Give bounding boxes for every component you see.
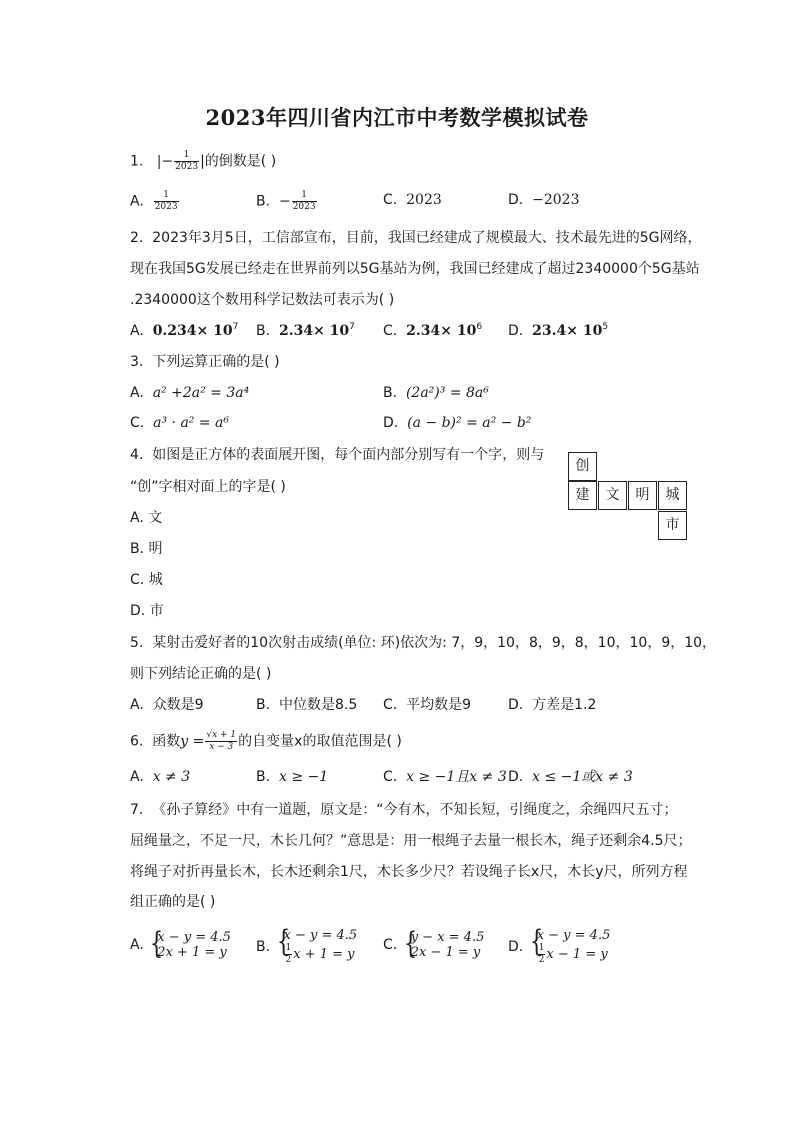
net-face-chuang: 创	[568, 452, 597, 481]
q3-option-d: D. (a − b)² = a² − b²	[383, 415, 532, 431]
q7-option-b: B. { x − y = 4.5 $\frac{1}{2}$ x + 1 = y	[256, 928, 357, 966]
q7-option-a: A. { x − y = 4.5 2x + 1 = y	[130, 930, 231, 960]
question-4: 4. 如图是正方体的表面展开图，每个面内部分别写有一个字，则与	[130, 447, 545, 463]
q3-option-a: A. a² +2a² = 3a⁴	[130, 385, 250, 401]
q1-option-d: D. −2023	[508, 192, 580, 208]
q1-option-c: C. 2023	[383, 192, 442, 208]
question-5: 5. 某射击爱好者的10次射击成绩(单位: 环)依次为: 7，9，10，8，9，8，10，10，9，10，	[130, 635, 717, 651]
q6-option-c: C. x ≥ −1且x ≠ 3	[383, 769, 507, 785]
q4-option-c: C. 城	[130, 572, 163, 588]
q7-option-d: D. { x − y = 4.5 $\frac{1}{2}$ x − 1 = y	[508, 928, 610, 966]
q2-option-a: A. $0.234\times 10^7$	[130, 322, 239, 339]
q2-option-c: C. $2.34\times 10^6$	[383, 322, 483, 339]
question-number: 1.	[130, 153, 144, 170]
q3-option-c: C. a³ · a² = a⁶	[130, 415, 229, 431]
q5-option-c: C. 平均数是9	[383, 697, 472, 713]
net-face-wen: 文	[598, 481, 627, 510]
q1-option-a: A. $\frac{1}{2023}$	[130, 190, 178, 212]
q4-option-d: D. 市	[130, 603, 164, 619]
q2-option-d: D. $23.4\times 10^5$	[508, 322, 609, 339]
q5-option-b: B. 中位数是8.5	[256, 697, 358, 713]
q4-option-b: B. 明	[130, 541, 163, 557]
q7-line-3: 将绳子对折再量长木，长木还剩余1尺，木长多少尺？若设绳子长x尺，木长y尺，所列方程	[130, 864, 688, 880]
q5-line-2: 则下列结论正确的是( )	[130, 666, 272, 682]
question-3: 3. 下列运算正确的是( )	[130, 354, 280, 370]
q1-text: |的倒数是( )	[200, 153, 277, 170]
q2-line-1: 2023年3月5日，工信部宣布，目前，我国已经建成了规模最大、技术最先进的5G网络，	[152, 230, 702, 246]
question-1	[130, 150, 276, 173]
q2-line-2: 现在我国5G发展已经走在世界前列以5G基站为例，我国已经建成了超过2340000个5G基站	[130, 261, 700, 277]
q6-option-b: B. x ≥ −1	[256, 769, 329, 785]
q3-option-b: B. (2a²)³ = 8a⁶	[383, 385, 489, 401]
q6-option-d: D. x ≤ −1或x ≠ 3	[508, 769, 633, 785]
net-face-shi: 市	[658, 511, 687, 540]
q1-option-b: B. − $\frac{1}{2023}$	[256, 190, 316, 212]
q6-fraction: $\frac{√x + 1}{x - 3}$	[206, 730, 237, 752]
q1-abs-open: |−	[156, 153, 174, 170]
net-face-cheng: 城	[658, 481, 687, 510]
q5-option-a: A. 众数是9	[130, 697, 204, 713]
q2-option-b: B. $2.34\times 10^7$	[256, 322, 355, 339]
question-7: 7. 《孙子算经》中有一道题，原文是：“今有木，不知长短，引绳度之，余绳四尺五寸；	[130, 802, 678, 818]
q4-line-2: “创”字相对面上的字是( )	[130, 479, 286, 495]
question-6: 6. 函数y = $\frac{√x + 1}{x - 3}$ 的自变量x的取值范围是( )	[130, 730, 402, 752]
q5-option-d: D. 方差是1.2	[508, 697, 597, 713]
q7-option-c: C. { y − x = 4.5 2x − 1 = y	[383, 930, 484, 960]
q2-line-3: .2340000这个数用科学记数法可表示为( )	[130, 292, 395, 308]
question-2: 2. 2023年3月5日，工信部宣布，目前，我国已经建成了规模最大、技术最先进的5G网络，	[130, 230, 702, 246]
net-face-jian: 建	[568, 481, 597, 510]
q7-line-4: 组正确的是( )	[130, 894, 216, 910]
page-title: 2023年四川省内江市中考数学模拟试卷	[205, 105, 589, 130]
q6-option-a: A. x ≠ 3	[130, 769, 191, 785]
q7-line-2: 屈绳量之，不足一尺，木长几何？”意思是：用一根绳子去量一根长木，绳子还剩余4.5尺；	[130, 833, 692, 849]
net-face-ming: 明	[628, 481, 657, 510]
q1-fraction: $\frac{1}{2023}$	[175, 150, 199, 172]
q4-option-a: A. 文	[130, 510, 163, 526]
